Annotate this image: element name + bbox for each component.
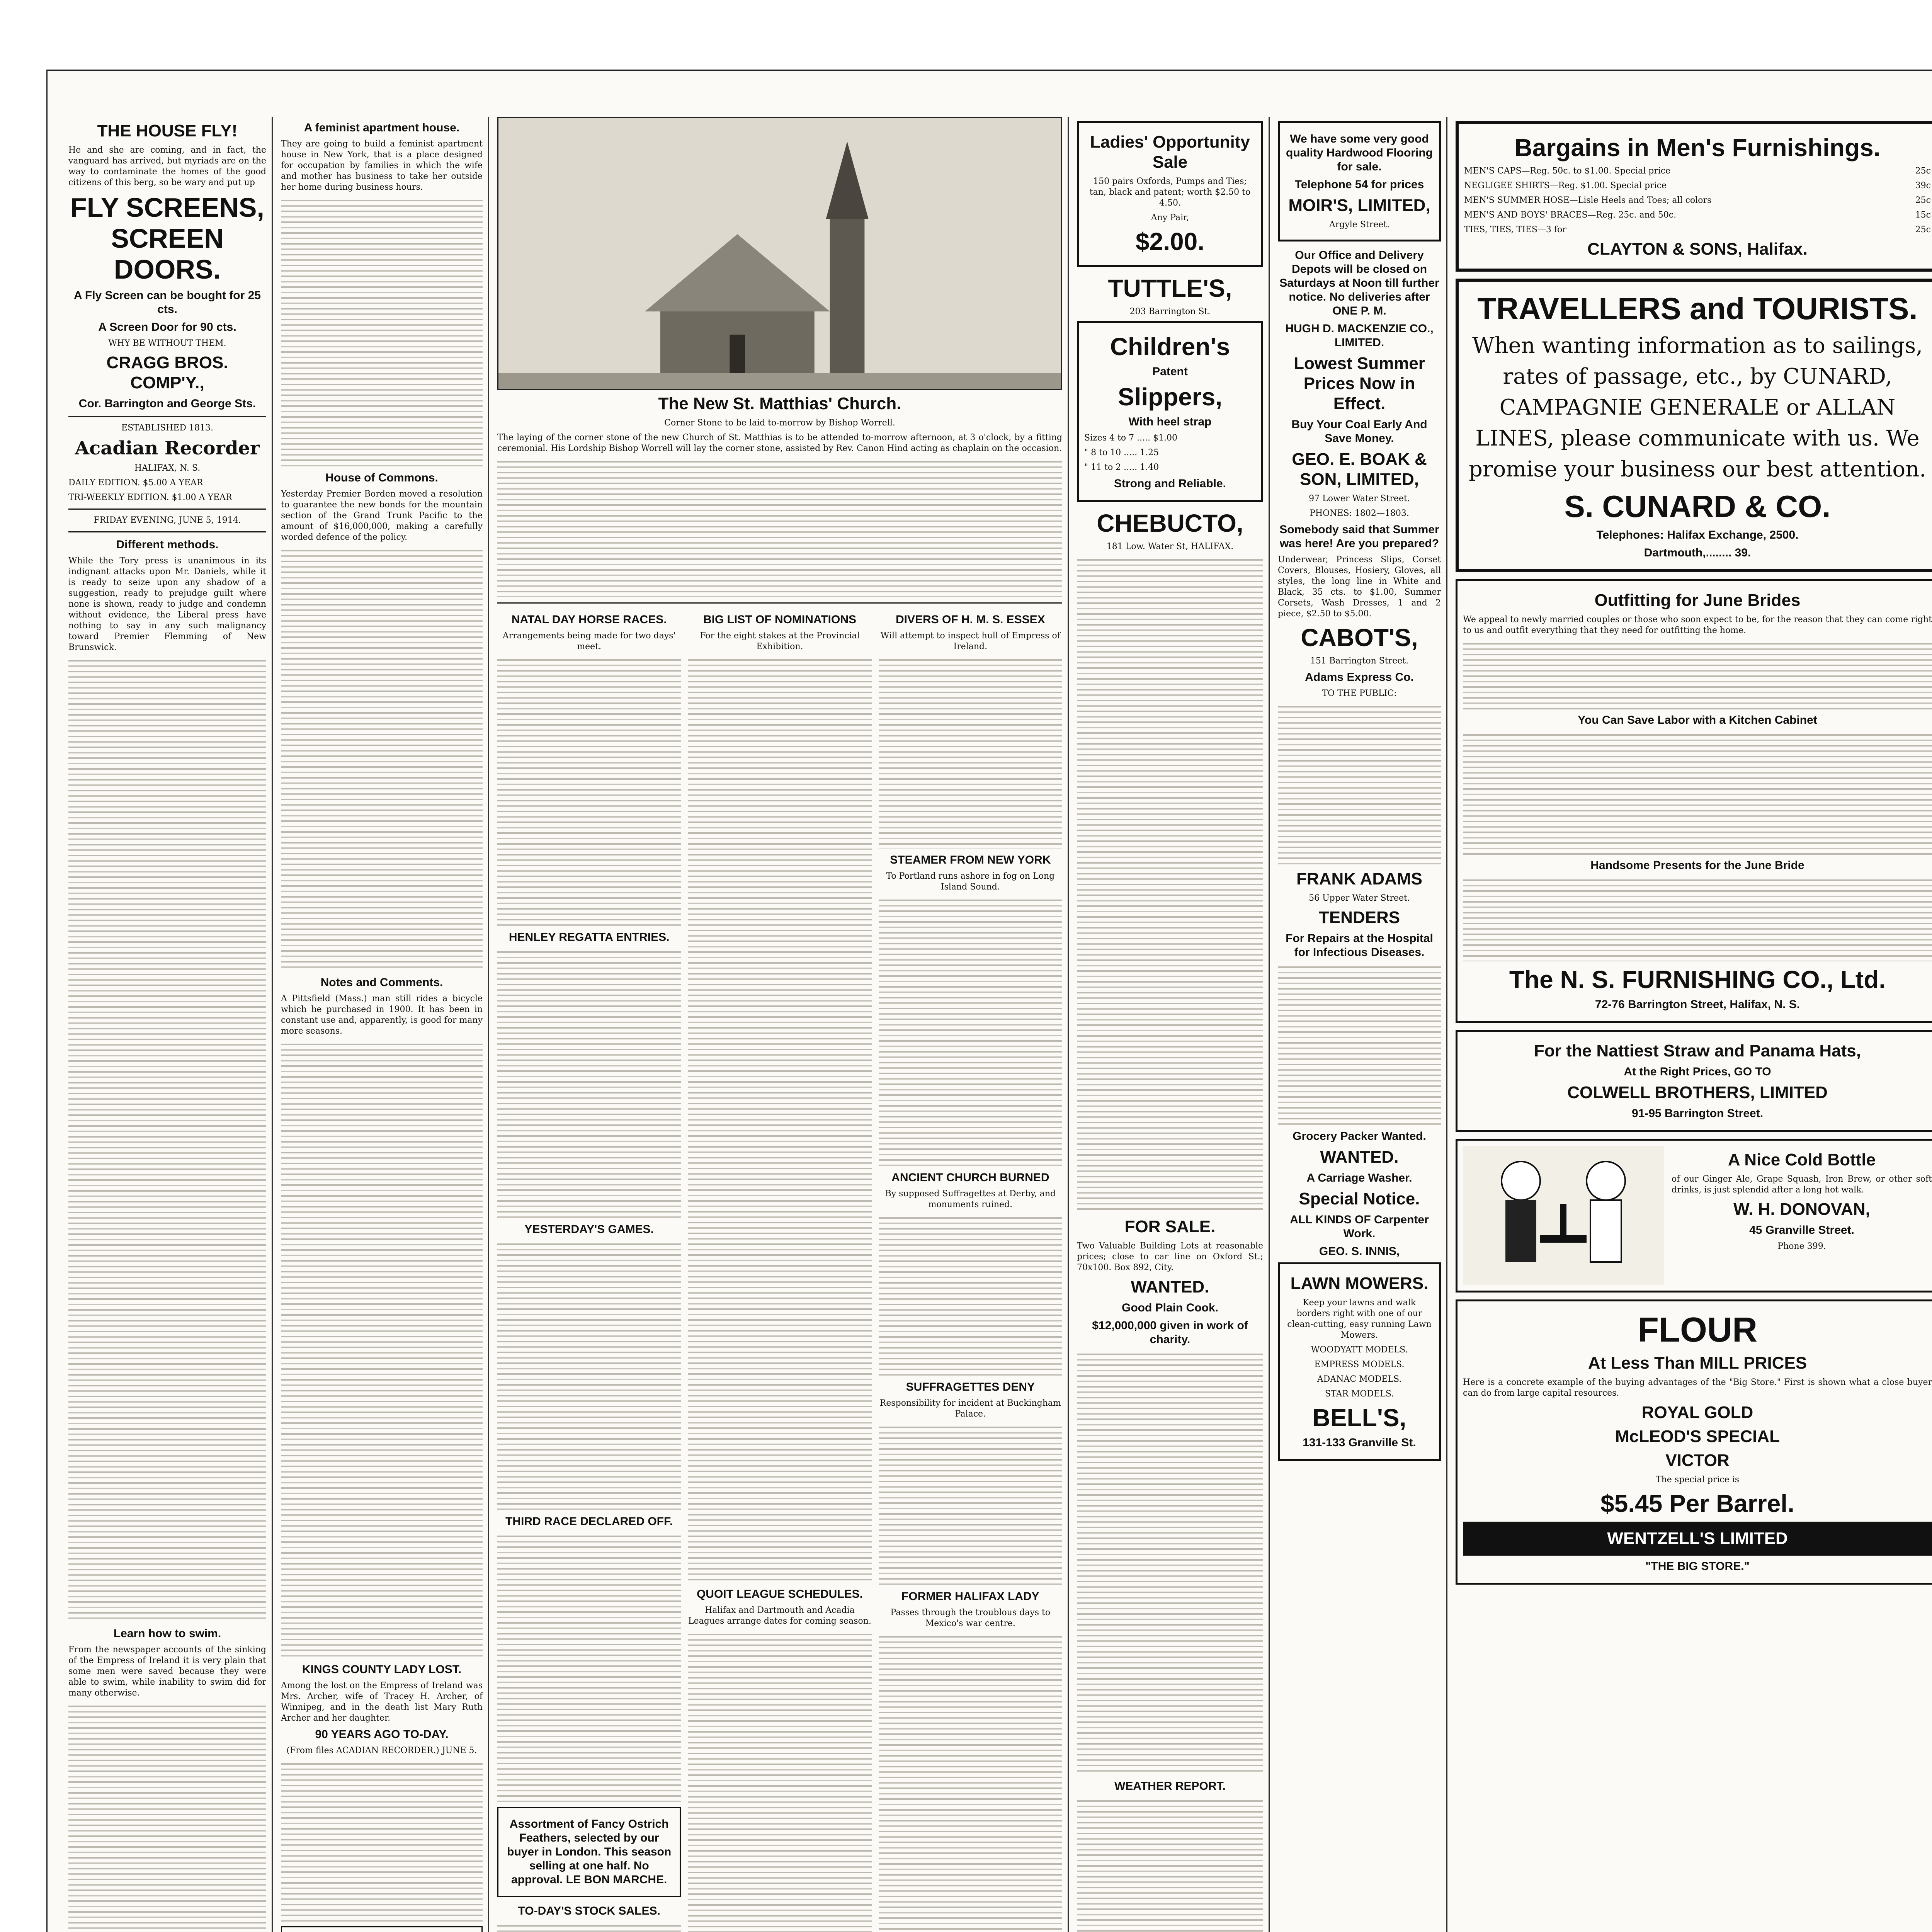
- cragg-name: CRAGG BROS. COMP'Y.,: [106, 353, 228, 392]
- tri-weekly-rate: TRI-WEEKLY EDITION. $1.00 A YEAR: [68, 493, 232, 502]
- feminist-text: They are going to build a feminist apartment house in New York, that is a place designed for occupation by families in which the wife and mother has business to take her outside her home during business hours.: [281, 139, 483, 192]
- article-body-text: [879, 1423, 1062, 1586]
- special-notice: Special Notice.: [1299, 1189, 1420, 1208]
- wanted-headline: WANTED.: [1131, 1277, 1209, 1296]
- article-body-text: [879, 896, 1062, 1167]
- boak-name: GEO. E. BOAK & SON, LIMITED,: [1292, 450, 1427, 489]
- bargain-label: NEGLIGEE SHIRTS—Reg. $1.00. Special price: [1464, 181, 1667, 190]
- donovan-ad: [1456, 1139, 1932, 1293]
- column-1: [63, 117, 272, 1932]
- bargain-row: [1464, 180, 1931, 191]
- article-body-text: [1463, 876, 1932, 961]
- ninety-sub: (From files ACADIAN RECORDER.) JUNE 5.: [286, 1746, 477, 1755]
- any-pair: Any Pair,: [1151, 213, 1189, 223]
- model-line: EMPRESS MODELS.: [1314, 1360, 1405, 1369]
- article-body-text: [68, 1702, 266, 1932]
- hardwood-text: We have some very good quality Hardwood Flooring for sale.: [1286, 133, 1433, 173]
- moir-street: Argyle Street.: [1329, 220, 1390, 230]
- kings-headline: KINGS COUNTY LADY LOST.: [302, 1663, 462, 1676]
- without-line: WHY BE WITHOUT THEM.: [108, 338, 226, 348]
- masthead-city: HALIFAX, N. S.: [134, 463, 201, 473]
- donovan-phone: Phone 399.: [1777, 1242, 1826, 1251]
- size-price: " 11 to 2 ..... 1.40: [1084, 463, 1159, 472]
- bargain-label: TIES, TIES, TIES—3 for: [1464, 225, 1566, 235]
- straw-headline: For the Nattiest Straw and Panama Hats,: [1534, 1041, 1861, 1060]
- divider: [68, 416, 266, 417]
- boak-phones: PHONES: 1802—1803.: [1310, 509, 1409, 518]
- summer-headline: Somebody said that Summer was here! Are you prepared?: [1279, 523, 1439, 550]
- tenders-headline: TENDERS: [1318, 908, 1400, 927]
- mill-prices: At Less Than MILL PRICES: [1588, 1354, 1807, 1372]
- bargain-price: 39c: [1915, 181, 1931, 190]
- bargain-price: 25c: [1915, 225, 1931, 235]
- screens-headline: FLY SCREENS, SCREEN DOORS.: [70, 192, 264, 284]
- model-line: ADANAC MODELS.: [1317, 1374, 1402, 1384]
- feathers-text: Assortment of Fancy Ostrich Feathers, selected by our buyer in London. This season selling at one half. No approval. LE BON MARCHE.: [507, 1818, 672, 1886]
- carpenter-line: ALL KINDS OF Carpenter Work.: [1290, 1213, 1429, 1240]
- fly-headline: THE HOUSE FLY!: [97, 121, 238, 140]
- kings-text: Among the lost on the Empress of Ireland was Mrs. Archer, wife of Tracey H. Archer, of Winnipeg, and in the death list Mary Ruth Archer and her daughter.: [281, 1681, 483, 1723]
- column-4: [1071, 117, 1269, 1932]
- nsf-name: The N. S. FURNISHING CO., Ltd.: [1509, 966, 1886, 993]
- sports-column: [497, 609, 681, 1932]
- article-body-text: [497, 458, 1062, 597]
- colwell-address: 91-95 Barrington Street.: [1631, 1107, 1764, 1120]
- weather-table: [1077, 1797, 1263, 1932]
- divider: [68, 531, 266, 532]
- kitchen-headline: You Can Save Labor with a Kitchen Cabinet: [1578, 714, 1817, 726]
- daily-rate: DAILY EDITION. $5.00 A YEAR: [68, 478, 203, 488]
- chebucto-name: CHEBUCTO,: [1097, 509, 1243, 537]
- church-subcaption: Corner Stone to be laid to-morrow by Bishop Worrell.: [664, 418, 895, 428]
- column-rule: [1446, 117, 1447, 1932]
- forsale-text: Two Valuable Building Lots at reasonable prices; close to car line on Oxford St.; 70x100. Box 892, City.: [1077, 1241, 1263, 1272]
- steamer-headline: STEAMER FROM NEW YORK: [890, 854, 1051, 866]
- colwell-ad: [1456, 1030, 1932, 1132]
- notes-headline: Notes and Comments.: [320, 976, 443, 989]
- article-body-text: [1077, 1350, 1263, 1776]
- divider: [68, 509, 266, 510]
- bargains-headline: Bargains in Men's Furnishings.: [1514, 134, 1881, 162]
- bargains-ad: [1456, 121, 1932, 272]
- feathers-ad: [497, 1807, 681, 1897]
- donovan-address: 45 Granville Street.: [1749, 1224, 1854, 1236]
- stock-table: [497, 1922, 681, 1932]
- victor-brand: VICTOR: [1665, 1451, 1730, 1470]
- article-body-text: [1463, 731, 1932, 855]
- methods-text: While the Tory press is unanimous in its indignant attacks upon Mr. Daniels, while it is ready to seize upon any shadow of a suggestion, ready to prejudge guilt where none is shown, ready to judge and condemn without evidence, the Liberal press have nothing to say in any such malignancy toward Premier Flemming of New Brunswick.: [68, 556, 266, 652]
- wentzell-name: WENTZELL'S LIMITED: [1463, 1522, 1932, 1556]
- ladies-sale-ad: [1077, 121, 1263, 267]
- article-body-text: [1463, 640, 1932, 709]
- article-body-text: [281, 1760, 483, 1922]
- mowers-headline: LAWN MOWERS.: [1290, 1274, 1429, 1293]
- article-body-text: [281, 1041, 483, 1659]
- tuttle-address: 203 Barrington St.: [1129, 307, 1211, 316]
- suffrage-sub: Responsibility for incident at Buckingham Palace.: [879, 1398, 1061, 1419]
- mackenzie-name: HUGH D. MACKENZIE CO., LIMITED.: [1285, 322, 1434, 349]
- article-body-text: [497, 1532, 681, 1803]
- swim-headline: Learn how to swim.: [113, 1627, 221, 1640]
- flour-text: Here is a concrete example of the buying advantages of the "Big Store." First is shown what a close buyer can do from large capital resources.: [1463, 1378, 1932, 1398]
- right-prices: At the Right Prices, GO TO: [1624, 1065, 1771, 1078]
- packer-wanted: Grocery Packer Wanted.: [1293, 1130, 1426, 1143]
- bargain-price: 25c: [1915, 166, 1931, 176]
- cunard-dartmouth: Dartmouth,........ 39.: [1644, 546, 1751, 559]
- divers-headline: DIVERS OF H. M. S. ESSEX: [895, 613, 1045, 626]
- cold-headline: A Nice Cold Bottle: [1728, 1150, 1876, 1169]
- moir-ad: [1278, 121, 1441, 242]
- ladies-text: 150 pairs Oxfords, Pumps and Ties; tan, black and patent; worth $2.50 to 4.50.: [1089, 177, 1251, 208]
- washer-line: A Carriage Washer.: [1306, 1172, 1412, 1184]
- baseball-headline: YESTERDAY'S GAMES.: [524, 1223, 654, 1236]
- cragg-address: Cor. Barrington and George Sts.: [78, 397, 256, 410]
- cabot-name: CABOT'S,: [1301, 624, 1418, 651]
- royal-gold: ROYAL GOLD: [1641, 1403, 1753, 1422]
- cabot-address: 151 Barrington Street.: [1310, 656, 1409, 666]
- cunard-name: S. CUNARD & CO.: [1564, 489, 1831, 524]
- mcleod-special: McLEOD'S SPECIAL: [1615, 1427, 1780, 1446]
- hardwood-phone: Telephone 54 for prices: [1294, 178, 1424, 191]
- cunard-telephone: Telephones: Halifax Exchange, 2500.: [1596, 529, 1799, 541]
- issue-date: FRIDAY EVENING, JUNE 5, 1914.: [94, 515, 241, 525]
- stock-headline: TO-DAY'S STOCK SALES.: [518, 1905, 660, 1917]
- bargain-list: [1464, 166, 1931, 235]
- column-5: [1272, 117, 1446, 1932]
- innis-name: GEO. S. INNIS,: [1319, 1245, 1400, 1258]
- size-price: " 8 to 10 ..... 1.25: [1084, 448, 1159, 457]
- bargain-price: 25c: [1915, 196, 1931, 205]
- patent-line: Patent: [1152, 365, 1188, 378]
- article-body-text: [879, 1214, 1062, 1376]
- nominations-column: [688, 609, 871, 1932]
- donovan-text-block: [1672, 1146, 1932, 1285]
- brides-headline: Outfitting for June Brides: [1594, 591, 1801, 610]
- steamer-sub: To Portland runs ashore in fog on Long Island Sound.: [886, 871, 1055, 892]
- cunard-ad: [1456, 279, 1932, 572]
- bargain-row: [1464, 224, 1931, 235]
- slippers-line: Slippers,: [1117, 383, 1223, 411]
- buy-coal: Buy Your Coal Early And Save Money.: [1291, 418, 1427, 445]
- frank-adams: FRANK ADAMS: [1296, 869, 1422, 888]
- nominations-headline: BIG LIST OF NOMINATIONS: [703, 613, 857, 626]
- newspaper-page: [46, 70, 1932, 1932]
- classified-ads: [1077, 556, 1263, 1213]
- ninety-headline: 90 YEARS AGO TO-DAY.: [315, 1728, 449, 1741]
- washer-headline: WANTED.: [1320, 1148, 1399, 1167]
- bargain-label: MEN'S AND BOYS' BRACES—Reg. 25c. and 50c.: [1464, 210, 1677, 220]
- barrel-price: $5.45 Per Barrel.: [1600, 1490, 1794, 1517]
- public-line: TO THE PUBLIC:: [1322, 689, 1397, 698]
- article-body-text: [879, 1633, 1062, 1932]
- moir-name: MOIR'S, LIMITED,: [1288, 196, 1430, 215]
- natal-headline: NATAL DAY HORSE RACES.: [511, 613, 667, 626]
- model-line: STAR MODELS.: [1325, 1389, 1394, 1399]
- heel-strap: With heel strap: [1128, 415, 1212, 428]
- church-caption: The New St. Matthias' Church.: [658, 394, 901, 413]
- church-text: The laying of the corner stone of the new Church of St. Matthias is to be attended to-morrow afternoon, at 3 o'clock, by a fitting ceremonial. His Lordship Bishop Worrell will lay the corner stone, assisted by Rev. Canon Hind acting as chaplain on the occasion.: [497, 433, 1062, 453]
- article-body-text: [497, 948, 681, 1219]
- model-line: WOODYATT MODELS.: [1311, 1345, 1408, 1355]
- slippers-ad: [1077, 321, 1263, 502]
- cook-line: Good Plain Cook.: [1121, 1301, 1218, 1314]
- suffrage-headline: SUFFRAGETTES DENY: [906, 1381, 1035, 1393]
- bells-name: BELL'S,: [1312, 1404, 1406, 1432]
- commons-text: Yesterday Premier Borden moved a resolution to guarantee the new bonds for the mountain section of the Grand Trunk Pacific to the amount of $16,000,000, making a carefully worded defence of the policy.: [281, 489, 483, 542]
- donovan-name: W. H. DONOVAN,: [1733, 1200, 1870, 1219]
- quoit-headline: QUOIT LEAGUE SCHEDULES.: [696, 1588, 863, 1600]
- column-2: [276, 117, 488, 1932]
- screen-price: A Fly Screen can be bought for 25 cts.: [74, 289, 261, 316]
- travellers-text: When wanting information as to sailings, rates of passage, etc., by CUNARD, CAMPAGNIE GENERALE or ALLAN LINES, please communicate with us. We promise your business our best attention.: [1468, 333, 1927, 482]
- commons-headline: House of Commons.: [325, 471, 438, 484]
- column-rule: [488, 117, 489, 1932]
- boak-address: 97 Lower Water Street.: [1309, 494, 1410, 503]
- colwell-name: COLWELL BROTHERS, LIMITED: [1567, 1083, 1828, 1102]
- bargain-label: MEN'S CAPS—Reg. 50c. to $1.00. Special price: [1464, 166, 1671, 176]
- column-3: [492, 117, 1068, 1932]
- bargain-row: [1464, 195, 1931, 206]
- mowers-text: Keep your lawns and walk borders right with one of our clean-cutting, easy running Lawn Mowers.: [1287, 1298, 1432, 1340]
- column-6: [1450, 117, 1932, 1932]
- weather-headline: WEATHER REPORT.: [1114, 1780, 1226, 1793]
- furnishing-ad: [1456, 579, 1932, 1023]
- charity-headline: $12,000,000 given in work of charity.: [1092, 1319, 1248, 1346]
- swim-text: From the newspaper accounts of the sinking of the Empress of Ireland it is very plain that some men were saved because they were able to swim, while inability to swim did for many otherwise.: [68, 1645, 266, 1698]
- quoit-schedule: [688, 1631, 871, 1932]
- article-body-text: [497, 656, 681, 927]
- news-column: [879, 609, 1062, 1932]
- cold-text: of our Ginger Ale, Grape Squash, Iron Brew, or other soft drinks, is just splendid after a long hot walk.: [1672, 1174, 1932, 1195]
- column-rule: [1269, 117, 1270, 1932]
- methods-headline: Different methods.: [116, 538, 219, 551]
- nominations-sub: For the eight stakes at the Provincial Exhibition.: [700, 631, 860, 651]
- bargain-row: [1464, 210, 1931, 221]
- article-body-text: [68, 657, 266, 1623]
- nsf-address: 72-76 Barrington Street, Halifax, N. S.: [1595, 998, 1800, 1011]
- established-line: ESTABLISHED 1813.: [121, 423, 213, 433]
- chebucto-address: 181 Low. Water St, HALIFAX.: [1106, 542, 1234, 551]
- column-rule: [272, 117, 273, 1932]
- article-body-text: [1278, 963, 1441, 1126]
- travellers-headline: TRAVELLERS and TOURISTS.: [1477, 291, 1918, 326]
- bells-address: 131-133 Granville St.: [1303, 1436, 1416, 1449]
- door-price: A Screen Door for 90 cts.: [98, 321, 236, 333]
- frank-address: 56 Upper Water Street.: [1309, 893, 1410, 903]
- feminist-headline: A feminist apartment house.: [304, 121, 460, 134]
- special-price-label: The special price is: [1655, 1475, 1740, 1485]
- notes-text: A Pittsfield (Mass.) man still rides a bicycle which he purchased in 1900. It has been in constant use and, apparently, is good for many more seasons.: [281, 994, 483, 1036]
- divider: [497, 602, 1062, 604]
- bargain-label: MEN'S SUMMER HOSE—Lisle Heels and Toes; all colors: [1464, 196, 1712, 205]
- big-store: "THE BIG STORE.": [1645, 1560, 1750, 1573]
- sub-columns: [497, 609, 1062, 1932]
- fly-text: He and she are coming, and in fact, the vanguard has arrived, but myriads are on the way to contaminate the homes of the good citizens of this berg, so be wary and put up: [68, 145, 266, 187]
- former-sub: Passes through the troublous days to Mexico's war centre.: [890, 1608, 1051, 1628]
- bargain-row: [1464, 166, 1931, 177]
- natal-sub: Arrangements being made for two days' meet.: [502, 631, 676, 651]
- divers-sub: Will attempt to inspect hull of Empress of Ireland.: [880, 631, 1060, 651]
- burned-headline: ANCIENT CHURCH BURNED: [891, 1171, 1049, 1184]
- article-body-text: [879, 656, 1062, 849]
- clayton-name: CLAYTON & SONS, Halifax.: [1587, 240, 1808, 259]
- bargain-price: 15c: [1915, 210, 1931, 220]
- brides-text: We appeal to newly married couples or those who soon expect to be, for the reason that they can come right to us and outfit everything that they need for outfitting the home.: [1463, 615, 1932, 635]
- standings-table: [497, 1240, 681, 1511]
- depot-notice: Our Office and Delivery Depots will be closed on Saturdays at Noon till further notice. No deliveries after ONE P. M.: [1279, 249, 1439, 317]
- church-illustration: [497, 117, 1062, 390]
- flour-headline: FLOUR: [1638, 1311, 1757, 1349]
- lawn-mowers-ad: [1278, 1262, 1441, 1461]
- henley-headline: HENLEY REGATTA ENTRIES.: [509, 931, 670, 944]
- former-headline: FORMER HALIFAX LADY: [901, 1590, 1039, 1603]
- adams-headline: Adams Express Co.: [1305, 671, 1414, 684]
- wentzell-ad: [1456, 1299, 1932, 1585]
- church-drawing: [498, 118, 1061, 389]
- masthead: Acadian Recorder: [75, 437, 260, 459]
- children-line: Children's: [1110, 333, 1230, 361]
- article-body-text: [281, 197, 483, 467]
- lowest-prices: Lowest Summer Prices Now in Effect.: [1294, 354, 1425, 413]
- strong-line: Strong and Reliable.: [1114, 477, 1226, 490]
- forsale-headline: FOR SALE.: [1124, 1217, 1216, 1236]
- column-rule: [1068, 117, 1069, 1932]
- size-price: Sizes 4 to 7 ..... $1.00: [1084, 433, 1178, 443]
- wood-bros-ad: [281, 1926, 483, 1932]
- nominations-list: [688, 656, 871, 1583]
- underwear-text: Underwear, Princess Slips, Corset Covers, Blouses, Hosiery, Gloves, all styles, the long line in White and Black, 35 cts. to $1.00, Summer Corsets, Wash Dresses, 1 and 2 piece, $2.50 to $5.00.: [1278, 555, 1441, 619]
- ladies-headline: Ladies' Opportunity Sale: [1090, 133, 1250, 172]
- article-body-text: [281, 547, 483, 972]
- presents-headline: Handsome Presents for the June Bride: [1590, 859, 1804, 872]
- third-race-headline: THIRD RACE DECLARED OFF.: [505, 1515, 673, 1528]
- quoit-sub: Halifax and Dartmouth and Acadia Leagues arrange dates for coming season.: [688, 1605, 871, 1626]
- tuttle-name: TUTTLE'S,: [1108, 274, 1232, 302]
- hospital-line: For Repairs at the Hospital for Infectious Diseases.: [1286, 932, 1433, 959]
- article-body-text: [1278, 703, 1441, 865]
- burned-sub: By supposed Suffragettes at Derby, and monuments ruined.: [885, 1189, 1056, 1209]
- couple-illustration: [1463, 1146, 1664, 1285]
- ladies-price: $2.00.: [1136, 228, 1204, 255]
